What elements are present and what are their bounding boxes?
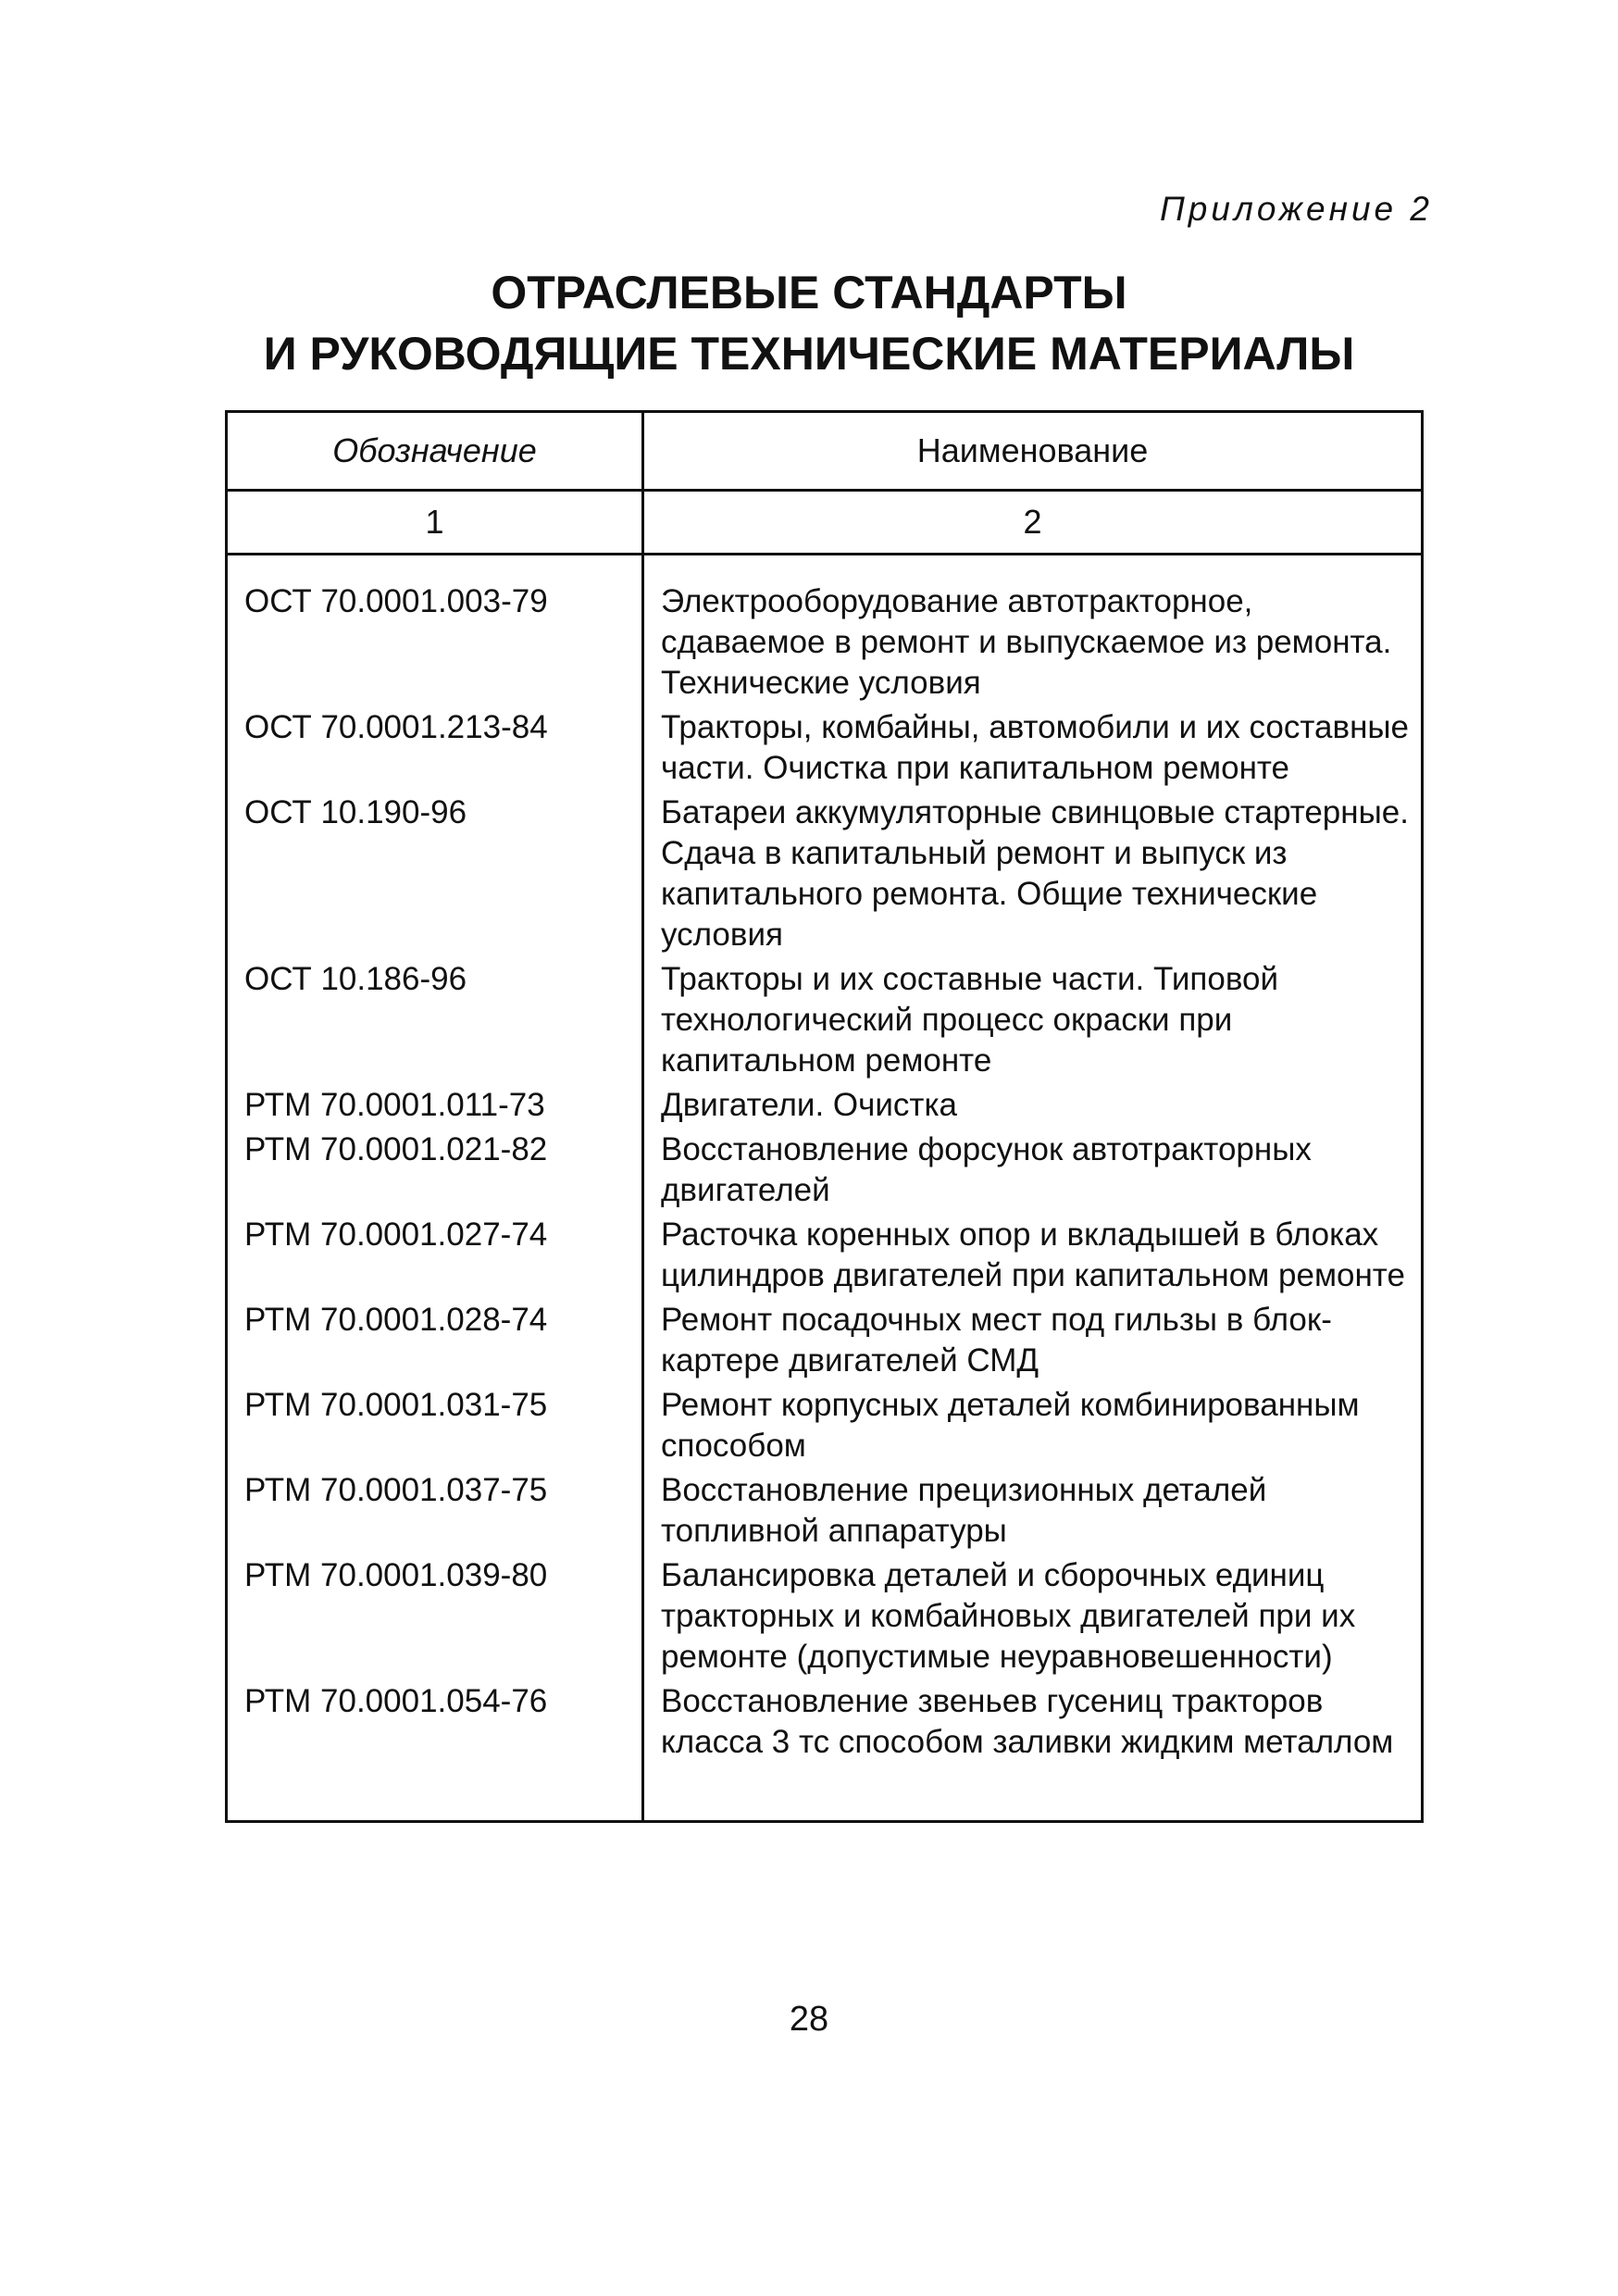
header-name: Наименование	[643, 412, 1423, 491]
standard-code: РТМ 70.0001.021-82	[227, 1129, 643, 1215]
table-row	[227, 1300, 1423, 1385]
standard-code: РТМ 70.0001.037-75	[227, 1470, 643, 1555]
standard-code: РТМ 70.0001.011-73	[227, 1085, 643, 1129]
standard-code: РТМ 70.0001.027-74	[227, 1215, 643, 1300]
standard-code: ОСТ 10.186-96	[227, 959, 643, 1085]
standard-code: РТМ 70.0001.028-74	[227, 1300, 643, 1385]
standard-name: Тракторы, комбайны, автомобили и их составные части. Очистка при капитальном ремонте	[643, 707, 1423, 792]
standard-name: Ремонт посадочных мест под гильзы в блок-картере двигателей СМД	[643, 1300, 1423, 1385]
standard-code: ОСТ 70.0001.003-79	[227, 555, 643, 708]
table-row	[227, 1385, 1423, 1470]
table-row	[227, 1215, 1423, 1300]
table-row	[227, 1681, 1423, 1822]
standard-code: ОСТ 10.190-96	[227, 792, 643, 959]
standard-name: Расточка коренных опор и вкладышей в блоках цилиндров двигателей при капитальном ремонте	[643, 1215, 1423, 1300]
standard-name: Восстановление прецизионных деталей топливной аппаратуры	[643, 1470, 1423, 1555]
page-number: 28	[789, 2000, 829, 2039]
standard-code: РТМ 70.0001.031-75	[227, 1385, 643, 1470]
table-row	[227, 555, 1423, 708]
table-row	[227, 792, 1423, 959]
header-designation: Обозначение	[227, 412, 643, 491]
column-number-2: 2	[643, 491, 1423, 555]
table-row	[227, 959, 1423, 1085]
standard-name: Двигатели. Очистка	[643, 1085, 1423, 1129]
appendix-label: Приложение 2	[1159, 190, 1433, 228]
standard-name: Батареи аккумуляторные свинцовые стартерные. Сдача в капитальный ремонт и выпуск из капитального ремонта. Общие технические условия	[643, 792, 1423, 959]
standard-name: Восстановление звеньев гусениц тракторов класса 3 тс способом заливки жидким металлом	[643, 1681, 1423, 1822]
table-row	[227, 707, 1423, 792]
header-row	[227, 412, 1423, 491]
standard-name: Балансировка деталей и сборочных единиц тракторных и комбайновых двигателей при их ремонте (допустимые неуравновешенности)	[643, 1555, 1423, 1681]
standard-code: РТМ 70.0001.039-80	[227, 1555, 643, 1681]
column-number-1: 1	[227, 491, 643, 555]
standard-name: Тракторы и их составные части. Типовой технологический процесс окраски при капитальном ремонте	[643, 959, 1423, 1085]
table-row	[227, 1085, 1423, 1129]
table-row	[227, 1555, 1423, 1681]
standards-table	[225, 410, 1424, 1823]
table-row	[227, 1470, 1423, 1555]
standard-name: Электрооборудование автотракторное, сдаваемое в ремонт и выпускаемое из ремонта. Технические условия	[643, 555, 1423, 708]
title-line-2: И РУКОВОДЯЩИЕ ТЕХНИЧЕСКИЕ МАТЕРИАЛЫ	[263, 328, 1355, 380]
standard-code: РТМ 70.0001.054-76	[227, 1681, 643, 1822]
table-row	[227, 1129, 1423, 1215]
standard-code: ОСТ 70.0001.213-84	[227, 707, 643, 792]
standard-name: Ремонт корпусных деталей комбинированным способом	[643, 1385, 1423, 1470]
column-number-row	[227, 491, 1423, 555]
title-line-1: ОТРАСЛЕВЫЕ СТАНДАРТЫ	[491, 267, 1127, 318]
page-title	[0, 262, 1618, 384]
standard-name: Восстановление форсунок автотракторных двигателей	[643, 1129, 1423, 1215]
